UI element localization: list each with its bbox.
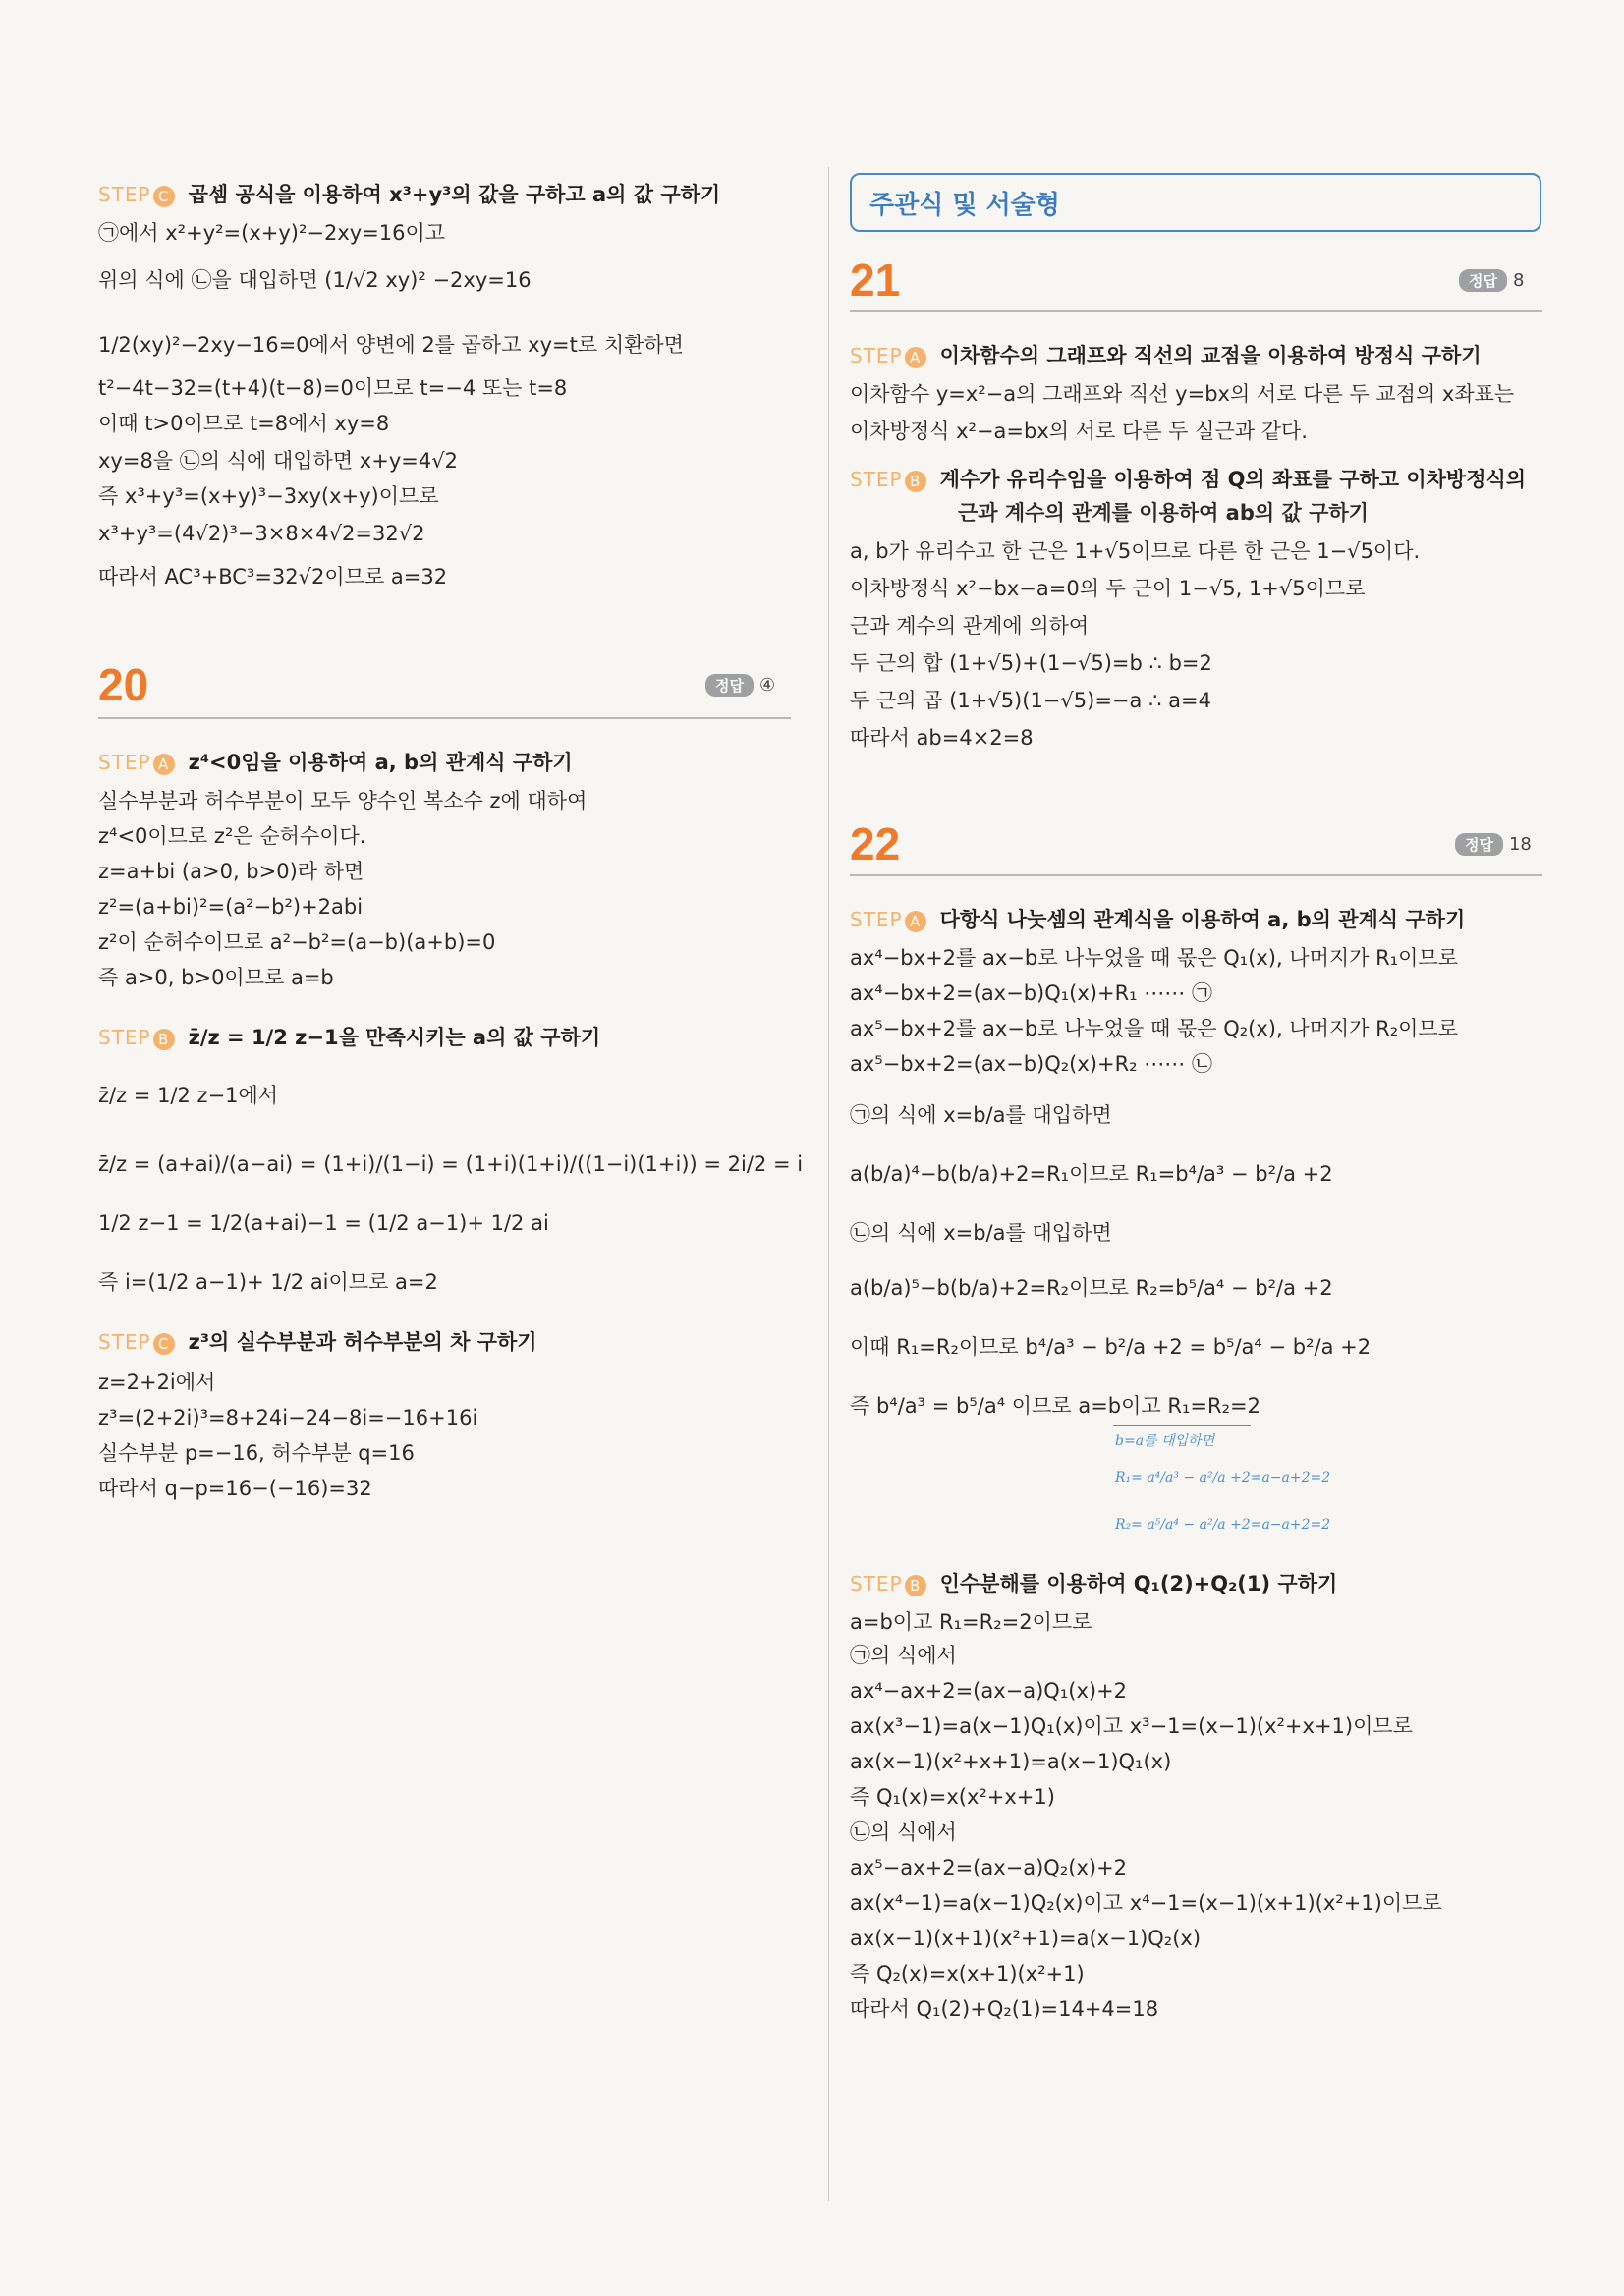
step-a-heading: STEP A z⁴<0임을 이용하여 a, b의 관계식 구하기 xyxy=(98,751,573,774)
solution-line: 따라서 q−p=16−(−16)=32 xyxy=(98,1477,372,1500)
solution-line: ax(x−1)(x²+x+1)=a(x−1)Q₁(x) xyxy=(850,1750,1172,1773)
solution-line: 즉 Q₁(x)=x(x²+x+1) xyxy=(850,1785,1055,1809)
solution-line: 이차방정식 x²−a=bx의 서로 다른 두 실근과 같다. xyxy=(850,420,1308,443)
solution-line: 실수부분 p=−16, 허수부분 q=16 xyxy=(98,1441,415,1465)
solution-line: xy=8을 ㉡의 식에 대입하면 x+y=4√2 xyxy=(98,449,458,473)
solution-line: ㉠에서 x²+y²=(x+y)²−2xy=16이고 xyxy=(98,221,446,245)
solution-line: z³=(2+2i)³=8+24i−24−8i=−16+16i xyxy=(98,1406,478,1429)
solution-line: ax⁴−bx+2를 ax−b로 나누었을 때 몫은 Q₁(x), 나머지가 R₁이므로 xyxy=(850,946,1458,970)
problem-number: 22 xyxy=(850,818,901,869)
solution-line: ax(x³−1)=a(x−1)Q₁(x)이고 x³−1=(x−1)(x²+x+1)이므로 xyxy=(850,1714,1413,1738)
solution-line: 따라서 Q₁(2)+Q₂(1)=14+4=18 xyxy=(850,1997,1159,2021)
answer-badge: 정답 8 xyxy=(1459,269,1524,292)
solution-line: 위의 식에 ㉡을 대입하면 (1/√2 xy)² −2xy=16 xyxy=(98,268,532,292)
solution-line: ax⁴−ax+2=(ax−a)Q₁(x)+2 xyxy=(850,1679,1128,1703)
solution-line: 이때 t>0이므로 t=8에서 xy=8 xyxy=(98,412,390,435)
solution-line: z⁴<0이므로 z²은 순허수이다. xyxy=(98,824,366,848)
step-letter-badge: B xyxy=(153,1029,175,1050)
step-b-heading-continued: 근과 계수의 관계를 이용하여 ab의 값 구하기 xyxy=(958,501,1369,525)
step-letter-badge: B xyxy=(905,471,926,492)
step-c-heading: STEP C z³의 실수부분과 허수부분의 차 구하기 xyxy=(98,1330,537,1354)
problem-number: 20 xyxy=(98,659,149,710)
problem-rule xyxy=(850,874,1542,876)
answer-badge: 정답 ④ xyxy=(705,674,775,697)
step-c-heading-prev: STEP C 곱셈 공식을 이용하여 x³+y³의 값을 구하고 a의 값 구하기 xyxy=(98,183,721,206)
solution-line: t²−4t−32=(t+4)(t−8)=0이므로 t=−4 또는 t=8 xyxy=(98,376,568,400)
step-letter-badge: B xyxy=(905,1575,926,1596)
note-underline xyxy=(1113,1425,1251,1426)
problem-rule xyxy=(850,310,1542,312)
solution-line: 이차방정식 x²−bx−a=0의 두 근이 1−√5, 1+√5이므로 xyxy=(850,577,1366,600)
step-letter-badge: A xyxy=(905,911,926,932)
solution-line: a=b이고 R₁=R₂=2이므로 xyxy=(850,1610,1092,1634)
solution-line: 1/2(xy)²−2xy−16=0에서 양변에 2를 곱하고 xy=t로 치환하면 xyxy=(98,333,684,357)
solution-line: ax(x−1)(x+1)(x²+1)=a(x−1)Q₂(x) xyxy=(850,1927,1202,1950)
step-letter-badge: A xyxy=(153,754,175,775)
step-letter-badge: C xyxy=(153,1333,175,1355)
solution-line: a(b/a)⁵−b(b/a)+2=R₂이므로 R₂=b⁵/a⁴ − b²/a +2 xyxy=(850,1276,1333,1300)
solution-line: a(b/a)⁴−b(b/a)+2=R₁이므로 R₁=b⁴/a³ − b²/a +2 xyxy=(850,1162,1333,1186)
solution-line: x³+y³=(4√2)³−3×8×4√2=32√2 xyxy=(98,522,425,545)
solution-line: 두 근의 합 (1+√5)+(1−√5)=b ∴ b=2 xyxy=(850,651,1212,675)
step-b-heading: STEP B 계수가 유리수임을 이용하여 점 Q의 좌표를 구하고 이차방정식의 xyxy=(850,468,1527,491)
solution-line: z̄/z = 1/2 z−1에서 xyxy=(98,1084,279,1107)
solution-line: ax⁴−bx+2=(ax−b)Q₁(x)+R₁ ⋯⋯ ㉠ xyxy=(850,981,1212,1005)
step-a-heading: STEP A 이차함수의 그래프와 직선의 교점을 이용하여 방정식 구하기 xyxy=(850,344,1482,367)
solution-line: ㉡의 식에서 xyxy=(850,1820,957,1844)
solution-line: 이때 R₁=R₂이므로 b⁴/a³ − b²/a +2 = b⁵/a⁴ − b²/a +2 xyxy=(850,1335,1372,1359)
solution-line: 1/2 z−1 = 1/2(a+ai)−1 = (1/2 a−1)+ 1/2 ai xyxy=(98,1211,549,1235)
answer-badge: 정답 18 xyxy=(1455,833,1532,856)
step-b-heading: STEP B 인수분해를 이용하여 Q₁(2)+Q₂(1) 구하기 xyxy=(850,1572,1338,1596)
solution-line: 즉 a>0, b>0이므로 a=b xyxy=(98,966,334,989)
solution-line: ax⁵−bx+2=(ax−b)Q₂(x)+R₂ ⋯⋯ ㉡ xyxy=(850,1052,1212,1076)
solution-line: 실수부분과 허수부분이 모두 양수인 복소수 z에 대하여 xyxy=(98,789,588,812)
step-letter-badge: A xyxy=(905,347,926,368)
solution-line: 즉 x³+y³=(x+y)³−3xy(x+y)이므로 xyxy=(98,484,439,508)
solution-line: z=a+bi (a>0, b>0)라 하면 xyxy=(98,860,364,883)
solution-line: z=2+2i에서 xyxy=(98,1371,216,1394)
solution-line: z²이 순허수이므로 a²−b²=(a−b)(a+b)=0 xyxy=(98,930,496,954)
problem-rule xyxy=(98,717,791,719)
solution-line: ㉠의 식에 x=b/a를 대입하면 xyxy=(850,1103,1112,1127)
solution-line: 즉 Q₂(x)=x(x+1)(x²+1) xyxy=(850,1962,1085,1986)
problem-number: 21 xyxy=(850,254,901,306)
solution-line: z²=(a+bi)²=(a²−b²)+2abi xyxy=(98,895,364,919)
solution-line: ax(x⁴−1)=a(x−1)Q₂(x)이고 x⁴−1=(x−1)(x+1)(x²+1)이므로 xyxy=(850,1891,1442,1915)
solution-line: a, b가 유리수고 한 근은 1+√5이므로 다른 한 근은 1−√5이다. xyxy=(850,539,1421,563)
solution-line: z̄/z = (a+ai)/(a−ai) = (1+i)/(1−i) = (1+i)(1+i)/((1−i)(1+i)) = 2i/2 = i xyxy=(98,1152,804,1176)
section-title: 주관식 및 서술형 xyxy=(869,191,1060,220)
step-b-heading: STEP B z̄/z = 1/2 z−1을 만족시키는 a의 값 구하기 xyxy=(98,1026,601,1049)
margin-note: R₁= a⁴/a³ − a²/a +2=a−a+2=2 xyxy=(1115,1470,1331,1485)
solution-line: 따라서 AC³+BC³=32√2이므로 a=32 xyxy=(98,565,448,588)
step-a-heading: STEP A 다항식 나눗셈의 관계식을 이용하여 a, b의 관계식 구하기 xyxy=(850,908,1466,931)
section-header xyxy=(850,173,1541,232)
solution-line: ax⁵−ax+2=(ax−a)Q₂(x)+2 xyxy=(850,1856,1128,1879)
step-letter-badge: C xyxy=(153,186,175,207)
solution-line: 이차함수 y=x²−a의 그래프와 직선 y=bx의 서로 다른 두 교점의 x좌표는 xyxy=(850,382,1515,406)
solution-line: 두 근의 곱 (1+√5)(1−√5)=−a ∴ a=4 xyxy=(850,689,1211,712)
solution-line: ㉡의 식에 x=b/a를 대입하면 xyxy=(850,1221,1112,1245)
solution-line: ㉠의 식에서 xyxy=(850,1644,957,1667)
solution-line: 즉 i=(1/2 a−1)+ 1/2 ai이므로 a=2 xyxy=(98,1270,438,1294)
solution-line: 따라서 ab=4×2=8 xyxy=(850,726,1034,750)
margin-note: b=a를 대입하면 xyxy=(1115,1433,1215,1449)
column-divider xyxy=(828,167,829,2201)
margin-note: R₂= a⁵/a⁴ − a²/a +2=a−a+2=2 xyxy=(1115,1517,1331,1533)
solution-line: 즉 b⁴/a³ = b⁵/a⁴ 이므로 a=b이고 R₁=R₂=2 xyxy=(850,1394,1260,1418)
solution-line: ax⁵−bx+2를 ax−b로 나누었을 때 몫은 Q₂(x), 나머지가 R₂이므로 xyxy=(850,1017,1458,1040)
solution-line: 근과 계수의 관계에 의하여 xyxy=(850,614,1090,638)
